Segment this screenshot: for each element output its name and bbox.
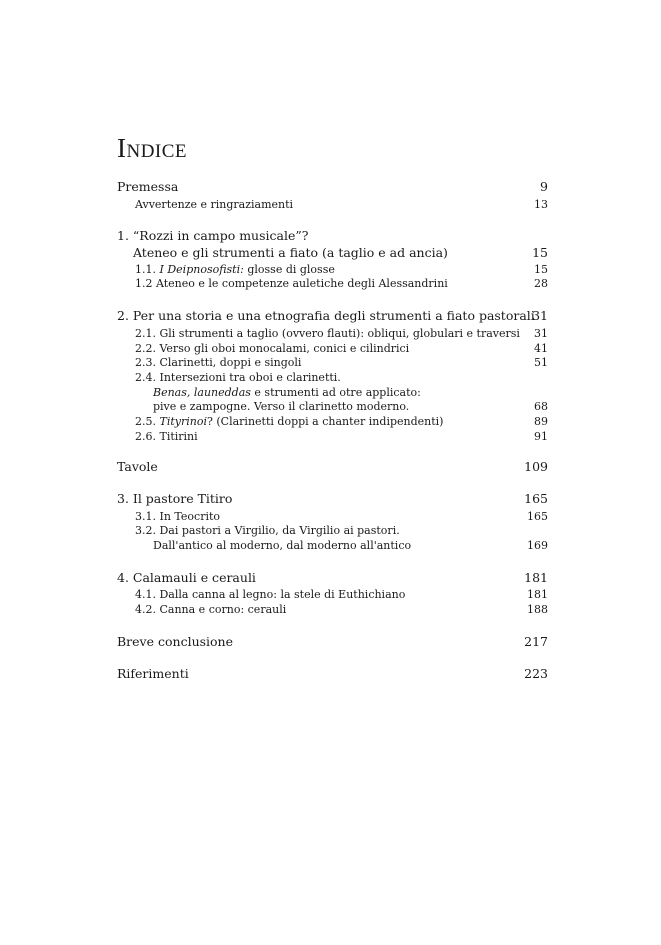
- entry-title: 1. “Rozzi in campo musicale”?: [117, 228, 309, 243]
- entry-page: 51: [534, 356, 548, 369]
- entry-title: Avvertenze e ringraziamenti: [135, 198, 294, 211]
- entry-title: 1.2 Ateneo e le competenze auletiche degli Alessandrini: [135, 277, 448, 290]
- entry-page: 181: [524, 570, 548, 585]
- entry-title: 3.1. In Teocrito: [135, 510, 221, 523]
- entry-title: Tavole: [117, 459, 158, 474]
- entry-page: 68: [534, 400, 548, 413]
- entry-page: 15: [534, 263, 548, 276]
- entry-title: 2.3. Clarinetti, doppi e singoli: [135, 356, 302, 369]
- entry-page: 15: [532, 245, 548, 260]
- entry-page: 41: [534, 342, 548, 355]
- entry-page: 223: [524, 666, 548, 681]
- entry-title: 4.2. Canna e corno: cerauli: [135, 603, 287, 616]
- entry-page: 109: [524, 459, 548, 474]
- entry-page: 169: [527, 539, 548, 552]
- entry-title: Riferimenti: [117, 666, 189, 681]
- page-title: Indice: [117, 133, 188, 163]
- entry-title: 2.2. Verso gli oboi monocalami, conici e cilindrici: [135, 342, 410, 355]
- entry-title: 1.1. I Deipnosofisti: glosse di glosse: [135, 263, 335, 276]
- entry-page: 89: [534, 415, 548, 428]
- entry-title: 4.1. Dalla canna al legno: la stele di Euthichiano: [135, 588, 406, 601]
- entry-page: 217: [524, 634, 548, 649]
- entry-page: 165: [524, 491, 548, 506]
- entry-title: 2.5. Tityrinoi? (Clarinetti doppi a chanter indipendenti): [135, 415, 444, 428]
- entry-title: 2.4. Intersezioni tra oboi e clarinetti.: [135, 371, 341, 384]
- entry-page: 91: [534, 430, 548, 443]
- entry-page: 31: [532, 308, 548, 323]
- entry-title: pive e zampogne. Verso il clarinetto moderno.: [153, 400, 410, 413]
- entry-page: 28: [534, 277, 548, 290]
- entry-title: Dall'antico al moderno, dal moderno all'antico: [153, 539, 412, 552]
- entry-title: Breve conclusione: [117, 634, 234, 649]
- entry-page: 165: [527, 510, 548, 523]
- entry-title: 2.6. Titirini: [135, 430, 198, 443]
- entry-page: 188: [527, 603, 548, 616]
- entry-title: 2. Per una storia e una etnografia degli strumenti a fiato pastorali: [117, 308, 535, 323]
- entry-page: 13: [534, 198, 548, 211]
- entry-title: 2.1. Gli strumenti a taglio (ovvero flauti): obliqui, globulari e traversi: [135, 327, 520, 340]
- entry-title: 3.2. Dai pastori a Virgilio, da Virgilio ai pastori.: [135, 524, 400, 537]
- entry-title: Premessa: [117, 179, 179, 194]
- entry-title: 4. Calamauli e cerauli: [117, 570, 256, 585]
- entry-title: Ateneo e gli strumenti a fiato (a taglio e ad ancia): [133, 245, 448, 260]
- entry-page: 181: [527, 588, 548, 601]
- entry-title: 3. Il pastore Titiro: [117, 491, 233, 506]
- entry-title: Benas, launeddas e strumenti ad otre applicato:: [153, 386, 421, 399]
- entry-page: 9: [540, 179, 548, 194]
- entry-page: 31: [534, 327, 548, 340]
